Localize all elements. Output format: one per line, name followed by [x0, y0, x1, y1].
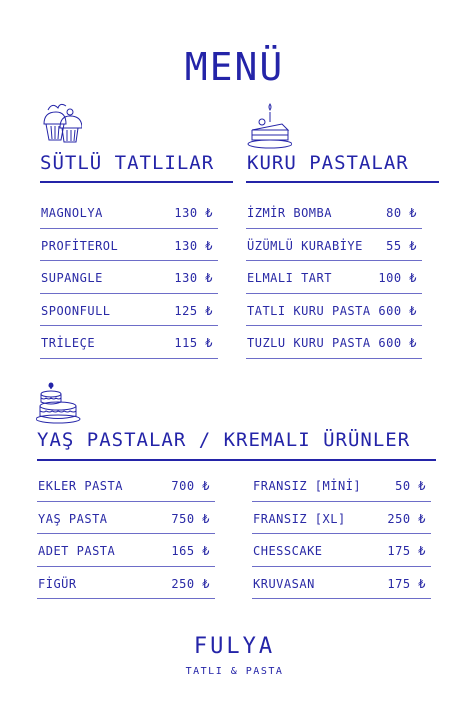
item-price: 175 ₺ [387, 544, 426, 558]
item-price: 250 ₺ [171, 576, 210, 591]
item-price: 50 ₺ [395, 479, 426, 493]
item-name: FİGÜR [38, 576, 77, 591]
item-price: 175 ₺ [387, 576, 426, 591]
item-name: MAGNOLYA [41, 206, 103, 220]
item-name: PROFİTEROL [41, 238, 119, 253]
item-price: 250 ₺ [387, 511, 426, 526]
list-item [252, 534, 431, 567]
item-price: 80 ₺ [386, 206, 417, 220]
item-price: 100 ₺ [378, 271, 417, 285]
list-item [252, 502, 431, 535]
section-title-sutlu: SÜTLÜ TATLILAR [40, 152, 215, 174]
item-price: 750 ₺ [171, 511, 210, 526]
list-item [40, 196, 218, 229]
list-item [40, 294, 218, 327]
item-name: ADET PASTA [38, 544, 116, 558]
section-rule-kuru [246, 181, 439, 183]
item-name: EKLER PASTA [38, 479, 123, 493]
item-name: CHESSCAKE [253, 544, 323, 558]
brand-name: FULYA [193, 634, 276, 659]
item-name: TUZLU KURU PASTA [247, 336, 371, 350]
item-name: ELMALI TART [247, 271, 332, 285]
item-price: 115 ₺ [174, 336, 213, 350]
layer-cake-icon [36, 380, 82, 424]
list-item [37, 502, 215, 535]
section-title-kuru: KURU PASTALAR [247, 152, 409, 174]
list-item [40, 326, 218, 359]
item-price: 130 ₺ [174, 238, 213, 253]
yas-right-list [252, 469, 431, 599]
item-name: İZMİR BOMBA [247, 206, 332, 220]
item-name: SUPANGLE [41, 271, 103, 285]
menu-title: MENÜ [184, 45, 285, 89]
item-name: KRUVASAN [253, 576, 315, 591]
item-price: 55 ₺ [386, 238, 417, 253]
brand-tagline: TATLI & PASTA [185, 666, 284, 677]
item-price: 600 ₺ [378, 303, 417, 318]
item-name: TATLI KURU PASTA [247, 303, 371, 318]
list-item [246, 294, 422, 327]
item-name: TRİLEÇE [41, 336, 96, 350]
list-item [37, 469, 215, 502]
section-rule-sutlu [40, 181, 233, 183]
section-rule-yas [37, 459, 436, 461]
item-name: ÜZÜMLÜ KURABİYE [247, 238, 363, 253]
list-item [246, 196, 422, 229]
item-name: FRANSIZ [XL] [253, 511, 346, 526]
item-name: YAŞ PASTA [38, 511, 108, 526]
item-price: 600 ₺ [378, 336, 417, 350]
cupcakes-icon [40, 100, 82, 146]
item-name: SPOONFULL [41, 303, 111, 318]
list-item [246, 229, 422, 262]
list-item [252, 567, 431, 600]
list-item [246, 261, 422, 294]
item-price: 700 ₺ [171, 479, 210, 493]
item-price: 130 ₺ [174, 271, 213, 285]
section-title-yas: YAŞ PASTALAR / KREMALI ÜRÜNLER [37, 429, 411, 451]
kuru-list [246, 196, 422, 359]
list-item [37, 567, 215, 600]
item-price: 125 ₺ [174, 303, 213, 318]
list-item [246, 326, 422, 359]
item-price: 130 ₺ [174, 206, 213, 220]
list-item [40, 229, 218, 262]
list-item [37, 534, 215, 567]
list-item [40, 261, 218, 294]
yas-left-list [37, 469, 215, 599]
item-price: 165 ₺ [171, 544, 210, 558]
cake-slice-icon [246, 100, 292, 150]
sutlu-list [40, 196, 218, 359]
item-name: FRANSIZ [MİNİ] [253, 479, 362, 493]
list-item [252, 469, 431, 502]
